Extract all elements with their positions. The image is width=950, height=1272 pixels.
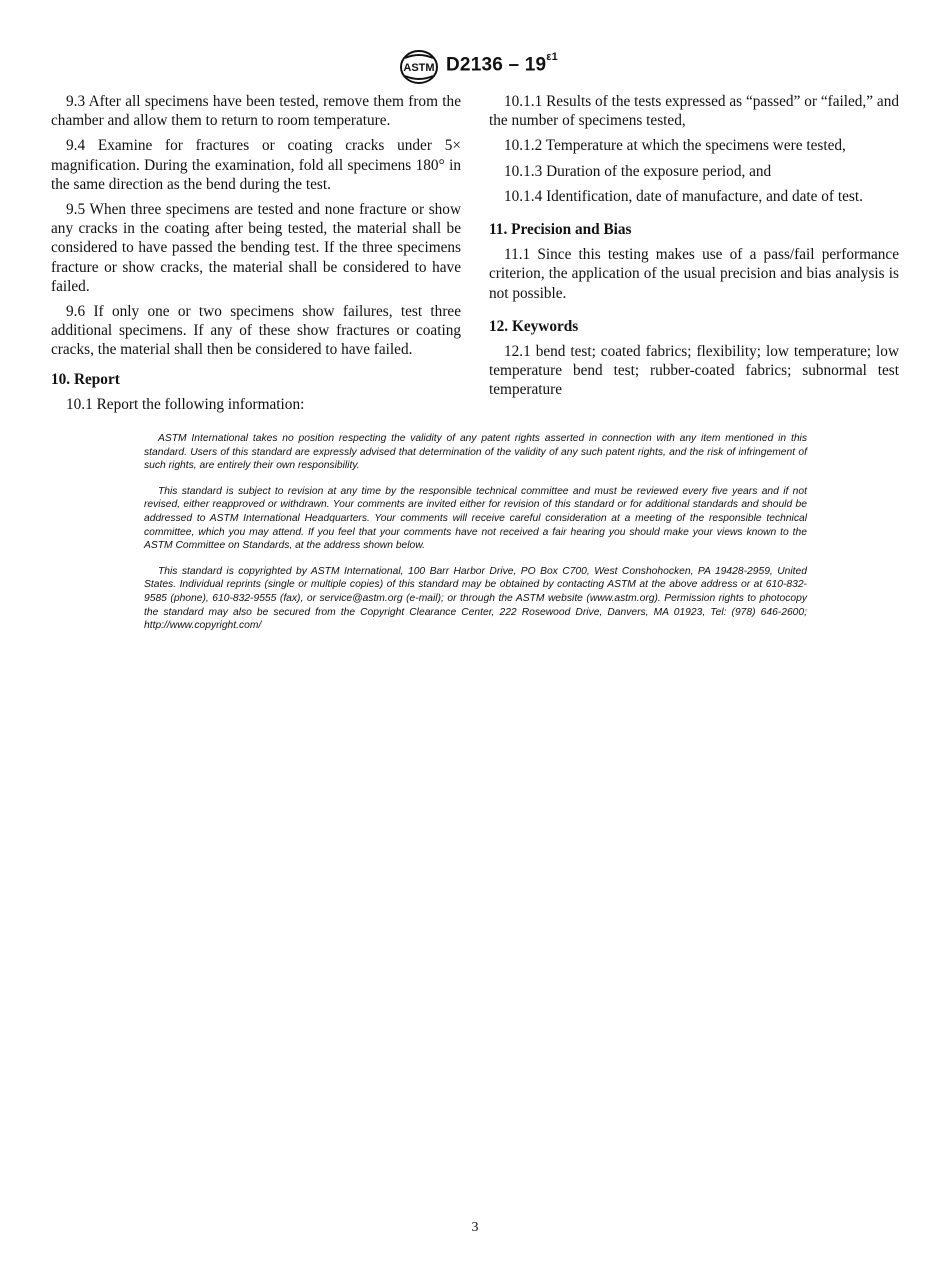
standard-designation: $D2136 - 19^{\varepsilon 1}$ bbox=[446, 51, 558, 76]
paragraph-9-3: 9.3 After all specimens have been tested, remove them from the chamber and allow them to return to room temperature. bbox=[51, 93, 461, 130]
copyright-notice: This standard is copyrighted by ASTM International, 100 Barr Harbor Drive, PO Box C700, West Conshohocken, PA 19428-2959, United States. Individual reprints (single or multiple copies) of this standard may be obtained by contacting ASTM at the above address or at 610-832-9585 (phone), 610-832-9555 (fax), or service@astm.org (e-mail); or through the ASTM website (www.astm.org). Permission rights to photocopy the standard may also be secured from the Copyright Clearance Center, 222 Rosewood Drive, Danvers, MA 01923, Tel: (978) 646-2600; http://www.copyright.com/ bbox=[144, 565, 807, 632]
section-heading-keywords: 12. Keywords bbox=[489, 317, 579, 335]
paragraph-10-1-4: 10.1.4 Identification, date of manufacture, and date of test. bbox=[504, 187, 863, 205]
astm-logo-icon bbox=[399, 50, 439, 84]
paragraph-9-6: 9.6 If only one or two specimens show failures, test three additional specimens. If any of these show fractures or coating cracks, the material shall then be considered to have failed. bbox=[51, 303, 461, 359]
page-number: 3 bbox=[471, 1220, 479, 1235]
section-heading-precision: 11. Precision and Bias bbox=[489, 221, 632, 239]
page-header bbox=[0, 50, 950, 86]
paragraph-10-1-2: 10.1.2 Temperature at which the specimens were tested, bbox=[504, 137, 846, 155]
paragraph-12-1: 12.1 bend test; coated fabrics; flexibility; low temperature; low temperature bend test; rubber-coated fabrics; subnormal test temperature bbox=[489, 343, 899, 399]
patent-notice: ASTM International takes no position respecting the validity of any patent rights asserted in connection with any item mentioned in this standard. Users of this standard are expressly advised that determination of the validity of any such patent rights, and the risk of infringement of such rights, are entirely their own responsibility. bbox=[144, 433, 807, 472]
section-heading-report: 10. Report bbox=[51, 370, 120, 388]
paragraph-9-4: 9.4 Examine for fractures or coating cracks under 5× magnification. During the examination, fold all specimens 180° in the same direction as the bend during the test. bbox=[51, 137, 461, 193]
paragraph-10-1-3: 10.1.3 Duration of the exposure period, and bbox=[504, 162, 772, 180]
paragraph-11-1: 11.1 Since this testing makes use of a pass/fail performance criterion, the application of the usual precision and bias analysis is not possible. bbox=[489, 246, 899, 302]
right-column bbox=[489, 92, 899, 406]
paragraph-10-1: 10.1 Report the following information: bbox=[66, 395, 305, 413]
left-column bbox=[51, 92, 461, 420]
svg-text:ASTM: ASTM bbox=[403, 62, 435, 74]
revision-notice: This standard is subject to revision at any time by the responsible technical committee and must be reviewed every five years and if not revised, either reapproved or withdrawn. Your comments are invited either for revision of this standard or for additional standards and should be addressed to ASTM International Headquarters. Your comments will receive careful consideration at a meeting of the responsible technical committee, which you may attend. If you feel that your comments have not received a fair hearing you should make your views known to the ASTM Committee on Standards, at the address shown below. bbox=[144, 485, 807, 552]
paragraph-9-5: 9.5 When three specimens are tested and none fracture or show any cracks in the coating after being tested, the material shall be considered to have passed the bending test. If the three specimens fracture or show cracks, the material shall be considered to have failed. bbox=[51, 201, 461, 295]
paragraph-10-1-1: 10.1.1 Results of the tests expressed as “passed” or “failed,” and the number of specimens tested, bbox=[489, 93, 899, 130]
legal-notices bbox=[144, 432, 807, 645]
